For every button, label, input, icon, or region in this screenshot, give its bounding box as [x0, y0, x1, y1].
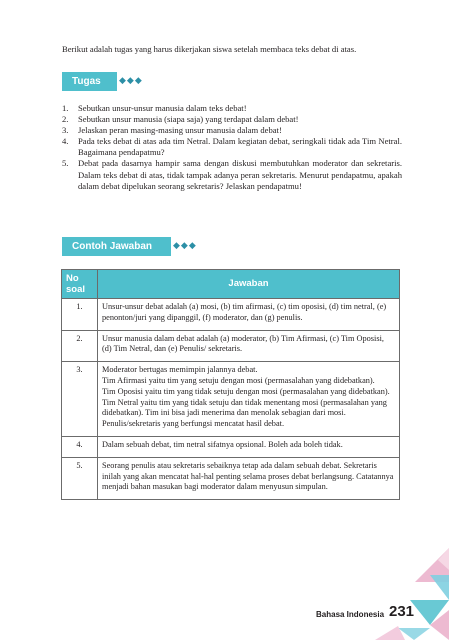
task-text: Debat pada dasarnya hampir sama dengan diskusi membutuhkan moderator dan sekretaris. Dalam teks debat di atas, tidak tampak adanya peran sekretaris. Menurut pendapatmu, apakah dalam debat dipelukan seorang sekretaris? Jelaskan pendapatmu!	[78, 158, 402, 191]
row-number: 4.	[62, 436, 98, 457]
tugas-heading: Tugas	[62, 72, 117, 91]
answer-text: Dalam sebuah debat, tim netral sifatnya opsional. Boleh ada boleh tidak.	[102, 439, 343, 449]
answer-text: Tim Netral yaitu tim yang tidak setuju dan tidak menentang mosi (permasalahan yang didebatkan). Tim ini bisa jadi menerima dan menolak sebagian dari mosi.	[102, 397, 387, 418]
row-number: 2.	[62, 330, 98, 362]
intro-text: Berikut adalah tugas yang harus dikerjakan siswa setelah membaca teks debat di atas.	[62, 44, 357, 54]
task-number: 4.	[62, 136, 69, 147]
column-header-no: No soal	[62, 270, 98, 299]
task-text: Sebutkan unsur-unsur manusia dalam teks debat!	[78, 103, 247, 113]
row-number: 1.	[62, 299, 98, 331]
answer-text: Moderator bertugas memimpin jalannya debat.	[102, 365, 258, 375]
row-number: 3.	[62, 362, 98, 437]
task-text: Sebutkan unsur manusia (siapa saja) yang terdapat dalam debat!	[78, 114, 299, 125]
row-number: 5.	[62, 457, 98, 499]
task-text: Pada teks debat di atas ada tim Netral. Dalam kegiatan debat, seringkali tidak ada Tim Netral. Bagaimana pendapatmu?	[78, 136, 402, 158]
task-number: 3.	[62, 125, 69, 136]
task-number: 5.	[62, 158, 69, 169]
diamond-icons: ◆◆◆	[173, 241, 197, 251]
column-header-jawaban: Jawaban	[98, 270, 400, 299]
answer-text: Unsur manusia dalam debat adalah (a) moderator, (b) Tim Afirmasi, (c) Tim Oposisi, (d) Tim Netral, dan (e) Penulis/ sekretaris.	[102, 333, 384, 354]
book-title: Bahasa Indonesia	[316, 610, 385, 619]
page-number: 231	[389, 603, 415, 620]
answer-text: Seorang penulis atau sekretaris sebaiknya tetap ada dalam sebuah debat. Sekretaris inilah yang akan mencatat hal-hal penting selama proses debat berlangsung. Catatannya menjadi bahan masukan bagi moderator dalam menyusun simpulan.	[102, 460, 394, 492]
task-text: Jelaskan peran masing-masing unsur manusia dalam debat!	[78, 125, 282, 136]
answer-text: Unsur-unsur debat adalah (a) mosi, (b) tim afirmasi, (c) tim oposisi, (d) tim netral, (e) penonton/juri yang dipanggil, (f) moderator, dan (g) penulis.	[102, 302, 387, 322]
contoh-jawaban-heading: Contoh Jawaban	[62, 237, 171, 256]
answer-text: Tim Oposisi yaitu tim yang tidak setuju dengan mosi (permasalahan yang didebatkan).	[102, 386, 390, 396]
answer-text: Tim Afirmasi yaitu tim yang setuju dengan mosi (permasalahan yang didebatkan).	[102, 375, 375, 385]
task-number: 1.	[62, 103, 69, 113]
answer-text: Penulis/sekretaris yang berfungsi mencatat hasil debat.	[102, 419, 285, 429]
task-number: 2.	[62, 114, 69, 125]
diamond-icons: ◆◆◆	[119, 76, 143, 86]
